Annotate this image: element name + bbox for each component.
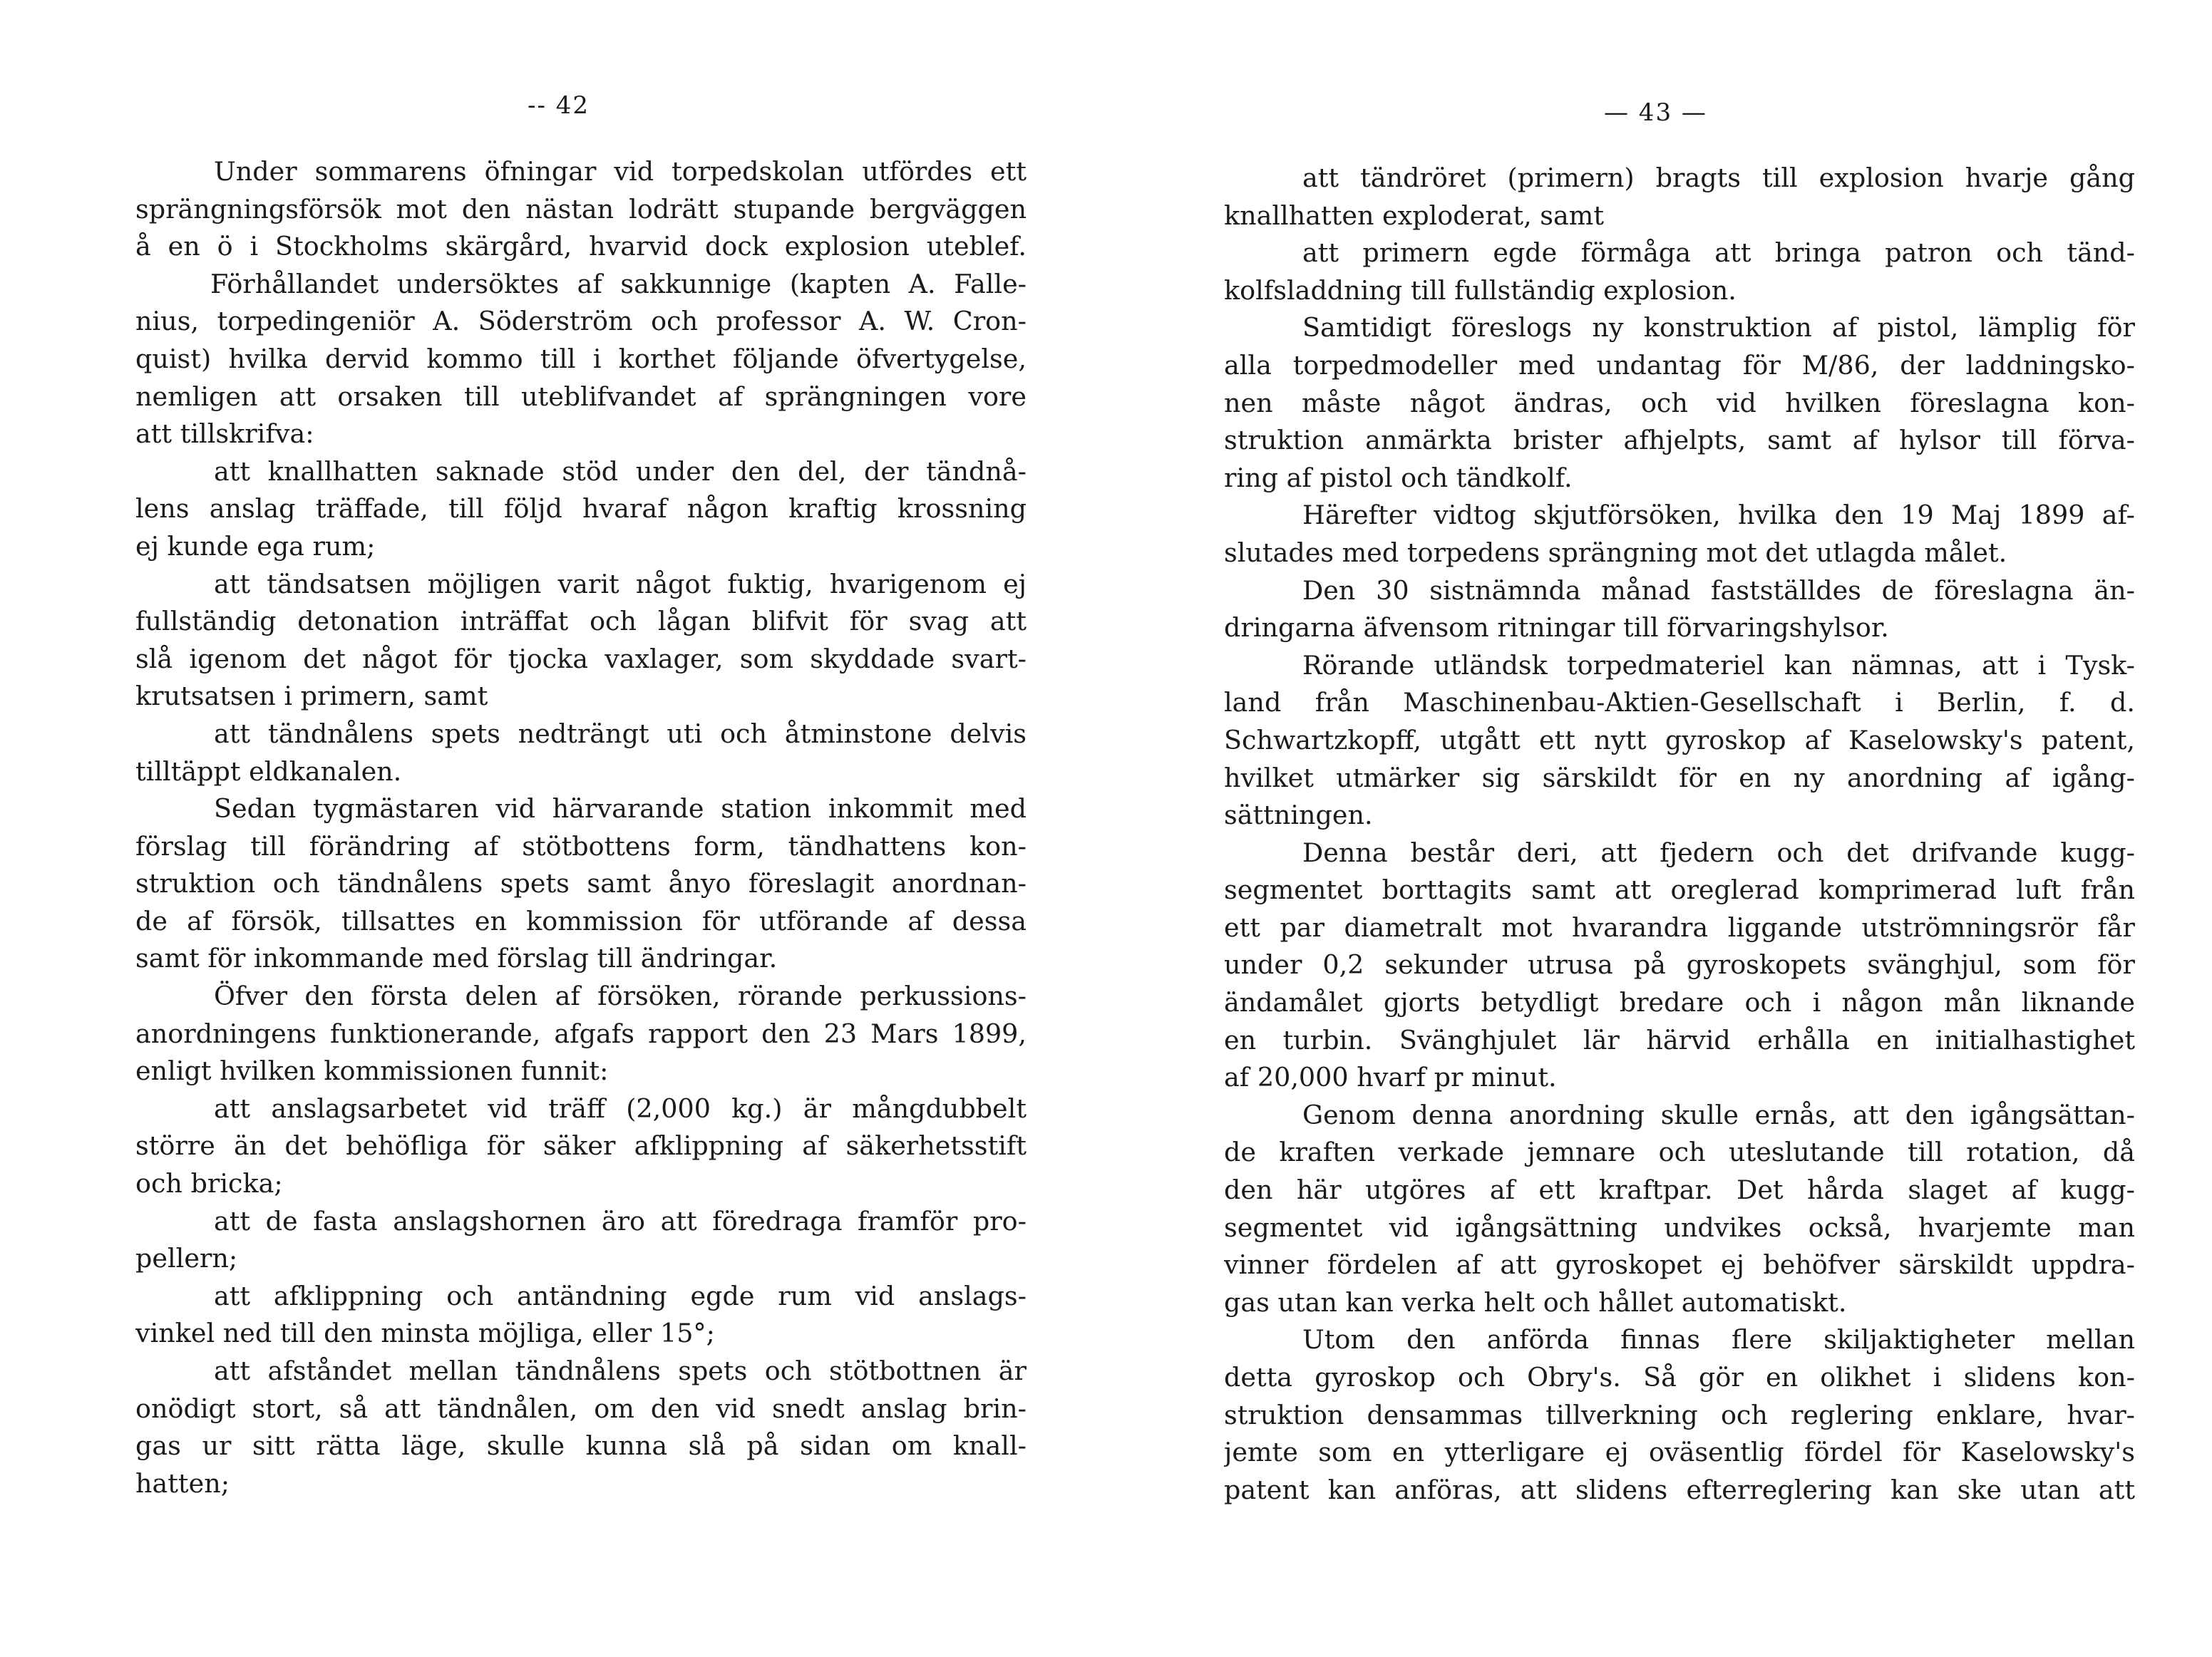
text-line: alla torpedmodeller med undantag för M/86, der laddningsko- xyxy=(1224,349,2135,381)
text-line: att primern egde förmåga att bringa patron och tänd- xyxy=(1302,237,2135,269)
text-line: Sedan tygmästaren vid härvarande station inkommit med xyxy=(214,793,1027,825)
page-42 xyxy=(0,0,1098,1657)
text-line: struktion densammas tillverkning och reglering enklare, hvar- xyxy=(1224,1399,2135,1430)
text-line: de af försök, tillsattes en kommission för utförande af dessa xyxy=(135,905,1027,936)
text-line: quist) hvilka dervid kommo till i korthet följande öfvertygelse, xyxy=(135,343,1027,374)
page-number: — 43 — xyxy=(1604,98,1707,127)
text-line: tilltäppt eldkanalen. xyxy=(135,755,402,787)
text-line: lens anslag träffade, till följd hvaraf någon kraftig krossning xyxy=(135,493,1027,525)
text-line: ej kunde ega rum; xyxy=(135,530,376,562)
text-line: Utom den anförda finnas flere skiljaktigheter mellan xyxy=(1302,1324,2135,1356)
text-line: nemligen att orsaken till uteblifvandet af sprängningen vore xyxy=(135,381,1027,412)
text-line: Rörande utländsk torpedmateriel kan nämnas, att i Tysk- xyxy=(1302,649,2135,681)
text-line: ring af pistol och tändkolf. xyxy=(1224,462,1573,493)
text-line: sprängningsförsök mot den nästan lodrätt stupande bergväggen xyxy=(135,193,1027,224)
text-line: att afståndet mellan tändnålens spets och stötbottnen är xyxy=(214,1356,1027,1386)
text-line: fullständig detonation inträffat och lågan blifvit för svag att xyxy=(135,606,1027,637)
text-line: en turbin. Svänghjulet lär härvid erhålla en initialhastighet xyxy=(1224,1024,2135,1055)
text-line: Schwartzkopff, utgått ett nytt gyroskop af Kaselowsky's patent, xyxy=(1224,724,2135,755)
text-line: förslag till förändring af stötbottens form, tändhattens kon- xyxy=(135,830,1027,862)
text-line: onödigt stort, så att tändnålen, om den vid snedt anslag brin- xyxy=(135,1393,1027,1424)
text-line: enligt hvilken kommissionen funnit: xyxy=(135,1055,609,1087)
text-line: att tändröret (primern) bragts till explosion hvarje gång xyxy=(1302,162,2135,193)
text-line: att afklippning och antändning egde rum vid anslags- xyxy=(214,1280,1027,1311)
text-line: struktion och tändnålens spets samt ånyo föreslagit anordnan- xyxy=(135,868,1027,899)
text-line: de kraften verkade jemnare och uteslutande till rotation, då xyxy=(1224,1137,2135,1168)
text-line: segmentet borttagits samt att oreglerad komprimerad luft från xyxy=(1224,874,2135,906)
text-line: knallhatten exploderat, samt xyxy=(1224,200,1605,231)
text-line: Den 30 sistnämnda månad fastställdes de föreslagna än- xyxy=(1302,574,2135,606)
text-line: samt för inkommande med förslag till ändringar. xyxy=(135,943,778,974)
text-line: jemte som en ytterligare ej oväsentlig fördel för Kaselowsky's xyxy=(1224,1437,2135,1468)
text-line: slutades med torpedens sprängning mot det utlagda målet. xyxy=(1224,537,2007,568)
text-line: att tändsatsen möjligen varit något fuktig, hvarigenom ej xyxy=(214,568,1027,599)
page-43 xyxy=(1112,0,2210,1657)
text-line: vinkel ned till den minsta möjliga, eller 15°; xyxy=(135,1318,715,1349)
page-number: -- 42 xyxy=(528,91,590,120)
text-line: Öfver den första delen af försöken, rörande perkussions- xyxy=(214,981,1027,1012)
text-line: att tillskrifva: xyxy=(135,418,314,450)
text-line: Förhållandet undersöktes af sakkunnige (kapten A. Falle- xyxy=(210,268,1027,299)
text-line: gas ur sitt rätta läge, skulle kunna slå på sidan om knall- xyxy=(135,1430,1027,1462)
text-line: Genom denna anordning skulle ernås, att den igångsättan- xyxy=(1302,1099,2135,1130)
text-line: anordningens funktionerande, afgafs rapport den 23 Mars 1899, xyxy=(135,1018,1027,1049)
text-line: ändamålet gjorts betydligt bredare och i någon mån liknande xyxy=(1224,987,2135,1018)
text-line: under 0,2 sekunder utrusa på gyroskopets svänghjul, som för xyxy=(1224,949,2135,981)
text-line: vinner fördelen af att gyroskopet ej behöfver särskildt uppdra- xyxy=(1224,1249,2135,1281)
text-line: att tändnålens spets nedträngt uti och åtminstone delvis xyxy=(214,718,1027,749)
text-line: större än det behöfliga för säker afklippning af säkerhetsstift xyxy=(135,1130,1027,1162)
text-line: å en ö i Stockholms skärgård, hvarvid dock explosion uteblef. xyxy=(135,231,1027,262)
text-line: och bricka; xyxy=(135,1168,283,1199)
text-line: krutsatsen i primern, samt xyxy=(135,681,488,712)
text-line: patent kan anföras, att slidens efterreglering kan ske utan att xyxy=(1224,1474,2135,1505)
text-line: struktion anmärkta brister afhjelpts, samt af hylsor till förva- xyxy=(1224,425,2135,456)
text-line: Härefter vidtog skjutförsöken, hvilka den 19 Maj 1899 af- xyxy=(1302,500,2135,531)
text-line: den här utgöres af ett kraftpar. Det hårda slaget af kugg- xyxy=(1224,1175,2135,1206)
text-line: dringarna äfvensom ritningar till förvaringshylsor. xyxy=(1224,612,1889,644)
text-line: att anslagsarbetet vid träff (2,000 kg.) är mångdubbelt xyxy=(214,1093,1027,1124)
text-line: sättningen. xyxy=(1224,800,1373,831)
text-line: slå igenom det något för tjocka vaxlager, som skyddade svart- xyxy=(135,643,1027,674)
text-line: detta gyroskop och Obry's. Så gör en olikhet i slidens kon- xyxy=(1224,1362,2135,1393)
text-line: gas utan kan verka helt och hållet automatiskt. xyxy=(1224,1286,1847,1318)
text-line: ett par diametralt mot hvarandra liggande utströmningsrör får xyxy=(1224,912,2135,943)
text-line: kolfsladdning till fullständig explosion. xyxy=(1224,274,1737,306)
text-line: segmentet vid igångsättning undvikes också, hvarjemte man xyxy=(1224,1212,2135,1243)
text-line: nen måste något ändras, och vid hvilken föreslagna kon- xyxy=(1224,387,2135,418)
text-line: Denna består deri, att fjedern och det drifvande kugg- xyxy=(1302,837,2135,868)
text-line: Under sommarens öfningar vid torpedskolan utfördes ett xyxy=(214,156,1027,187)
text-line: nius, torpedingeniör A. Söderström och professor A. W. Cron- xyxy=(135,306,1027,337)
body-text xyxy=(135,153,1027,1502)
text-line: att knallhatten saknade stöd under den del, der tändnå- xyxy=(214,455,1027,487)
text-line: Samtidigt föreslogs ny konstruktion af pistol, lämplig för xyxy=(1302,312,2135,344)
text-line: att de fasta anslagshornen äro att föredraga framför pro- xyxy=(214,1205,1027,1237)
text-line: land från Maschinenbau-Aktien-Gesellschaft i Berlin, f. d. xyxy=(1224,687,2135,718)
text-line: hvilket utmärker sig särskildt för en ny anordning af igång- xyxy=(1224,762,2135,793)
text-line: af 20,000 hvarf pr minut. xyxy=(1224,1062,1557,1093)
body-text xyxy=(1224,160,2135,1509)
text-line: hatten; xyxy=(135,1467,230,1499)
text-line: pellern; xyxy=(135,1243,238,1274)
